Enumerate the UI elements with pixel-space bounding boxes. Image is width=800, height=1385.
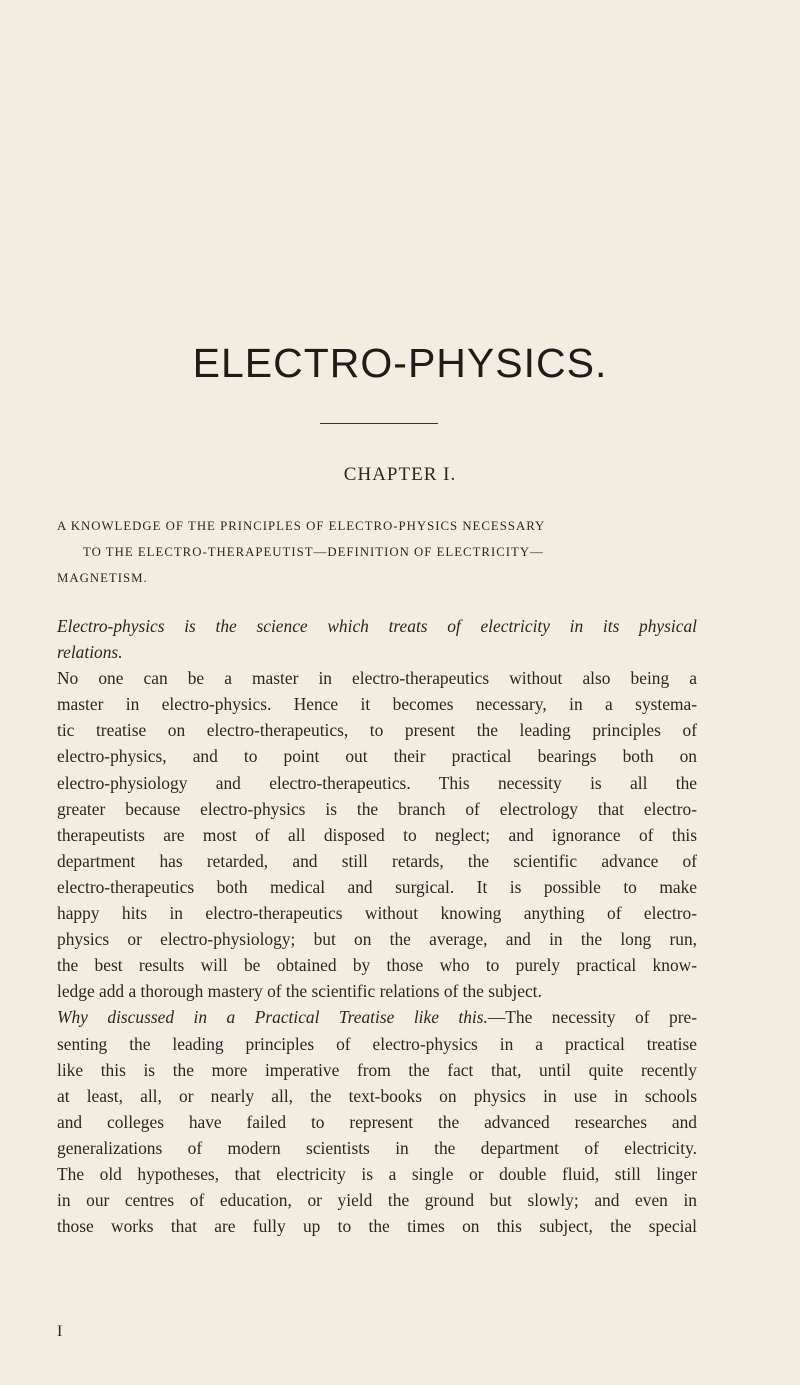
paragraph-line: electro-physics, and to point out their practical bearings both on	[57, 746, 697, 767]
definition-line	[57, 639, 697, 665]
chapter-synopsis	[57, 513, 697, 591]
paragraph-line: greater because electro-physics is the branch of electrology that electro-	[57, 798, 697, 819]
title-rule	[320, 423, 438, 424]
synopsis-line: MAGNETISM.	[57, 571, 148, 585]
paragraph-line	[57, 1004, 697, 1030]
paragraph-line: electro-physiology and electro-therapeutics. This necessity is all the	[57, 772, 697, 793]
paragraph-line: therapeutists are most of all disposed to neglect; and ignorance of this	[57, 824, 697, 845]
paragraph-line: like this is the more imperative from the fact that, until quite recently	[57, 1059, 697, 1080]
paragraph-line: the best results will be obtained by those who to purely practical know-	[57, 955, 697, 976]
signature-mark: I	[57, 1323, 63, 1340]
paragraph-line: physics or electro-physiology; but on the average, and in the long run,	[57, 929, 697, 950]
paragraph-line: in our centres of education, or yield the ground but slowly; and even in	[57, 1190, 697, 1211]
paragraph-line: at least, all, or nearly all, the text-books on physics in use in schools	[57, 1085, 697, 1106]
paragraph-line: The old hypotheses, that electricity is a single or double fluid, still linger	[57, 1163, 697, 1184]
paragraph-line: No one can be a master in electro-therapeutics without also being a	[57, 668, 697, 689]
definition-line	[57, 613, 697, 639]
definition-text: Electro-physics is the science which treats of electricity in its physical	[57, 616, 697, 636]
paragraph-line: electro-therapeutics both medical and surgical. It is possible to make	[57, 876, 697, 897]
paragraph-line: ledge add a thorough mastery of the scientific relations of the subject.	[57, 981, 542, 1002]
synopsis-line: TO THE ELECTRO-THERAPEUTIST—DEFINITION OF ELECTRICITY—	[83, 545, 544, 559]
paragraph-line: master in electro-physics. Hence it becomes necessary, in a systema-	[57, 694, 697, 715]
body-text	[57, 613, 697, 1239]
section-continuation: —The necessity of pre-	[487, 1007, 698, 1028]
chapter-heading: CHAPTER I.	[343, 464, 457, 485]
paragraph-line: tic treatise on electro-therapeutics, to present the leading principles of	[57, 720, 697, 741]
paragraph-line: happy hits in electro-therapeutics without knowing anything of electro-	[57, 903, 697, 924]
paragraph-line: those works that are fully up to the times on this subject, the special	[57, 1216, 697, 1237]
definition-text: relations.	[57, 642, 123, 663]
paragraph-line: and colleges have failed to represent the advanced researches and	[57, 1111, 697, 1132]
section-heading: Why discussed in a Practical Treatise like this.	[57, 1007, 488, 1028]
synopsis-line: A KNOWLEDGE OF THE PRINCIPLES OF ELECTRO-PHYSICS NECESSARY	[57, 519, 546, 533]
book-title: ELECTRO-PHYSICS.	[192, 340, 608, 386]
paragraph-line: department has retarded, and still retards, the scientific advance of	[57, 850, 697, 871]
paragraph-line: generalizations of modern scientists in the department of electricity.	[57, 1137, 697, 1158]
paragraph-line: senting the leading principles of electro-physics in a practical treatise	[57, 1033, 697, 1054]
